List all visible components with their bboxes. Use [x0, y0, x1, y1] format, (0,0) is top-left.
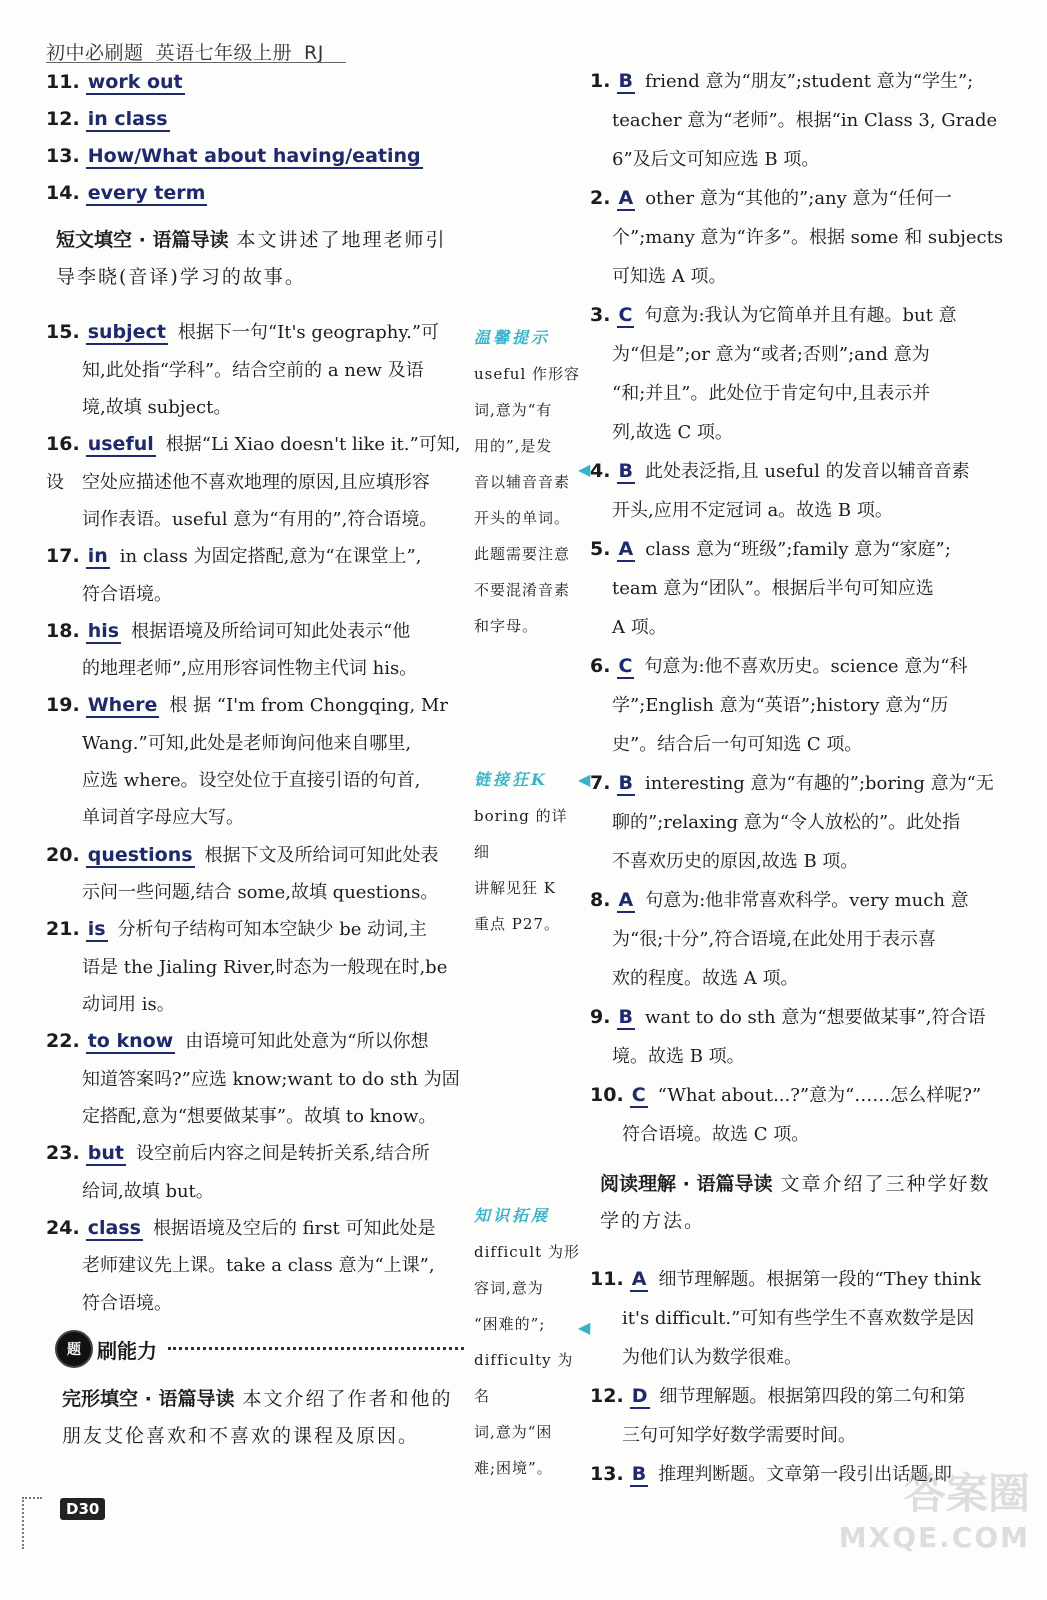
- explanation-line: 句意为:他不喜欢历史。science 意为“科: [644, 656, 968, 677]
- item-number: 12.: [46, 108, 80, 130]
- explanation-line: teacher 意为“老师”。根据“in Class 3, Grade: [612, 110, 998, 131]
- explanation-line: 符合语境。故选 C 项。: [622, 1124, 810, 1145]
- explanation-line: “What about...?”意为“……怎么样呢?”: [657, 1085, 982, 1106]
- item-number: 15.: [46, 321, 80, 343]
- answer-text: C: [618, 304, 633, 326]
- item-number: 4.: [590, 460, 611, 482]
- tip-line: 用的”,是发: [474, 437, 553, 455]
- explanation-line: 此处表泛指,且 useful 的发音以辅音音素: [644, 461, 970, 482]
- explanation-line: 空处应描述他不喜欢地理的原因,且应填形容: [82, 472, 430, 493]
- tip-line: 开头的单词。: [474, 509, 571, 527]
- item-number: 14.: [46, 182, 80, 204]
- tip-line: 音以辅音音素: [474, 473, 571, 491]
- section-text: 本文介绍了作者和他的: [242, 1388, 453, 1410]
- item-number: 2.: [590, 187, 611, 209]
- item-number: 13.: [590, 1463, 624, 1485]
- explanation-item: [46, 538, 466, 576]
- answer-item: [46, 175, 466, 213]
- explanation-item: [590, 297, 1005, 335]
- dotted-divider: [168, 1347, 464, 1350]
- tip-line: “困难的”;: [474, 1315, 546, 1333]
- answer-text: in: [87, 545, 108, 567]
- answer-text: A: [631, 1268, 647, 1290]
- explanation-line: 根据下文及所给词可知此处表: [204, 845, 439, 866]
- section-guide-cloze: [56, 222, 476, 296]
- section-text: 本文讲述了地理老师引: [236, 229, 447, 251]
- explanation-item: [590, 882, 1005, 920]
- explanation-line: 老师建议先上课。take a class 意为“上课”,: [82, 1255, 435, 1276]
- watermark-text: 答案圈: [903, 1469, 1030, 1518]
- arrow-icon: ◀: [578, 1318, 591, 1337]
- explanation-line: 为他们认为数学很难。: [622, 1347, 802, 1368]
- tip-line: 和字母。: [474, 617, 539, 635]
- item-number: 11.: [46, 71, 80, 93]
- item-number: 13.: [46, 145, 80, 167]
- explanation-line: it's difficult.”可知有些学生不喜欢数学是因: [622, 1308, 975, 1329]
- tip-title: 知识拓展: [474, 1206, 551, 1225]
- badge-title: 刷能力: [97, 1338, 157, 1363]
- tip-line: 此题需要注意: [474, 545, 571, 563]
- book-edition: RJ: [304, 42, 324, 64]
- explanation-line: 列,故选 C 项。: [612, 422, 733, 443]
- explanation-line: 根据“Li Xiao doesn't like it.”可知,设: [46, 434, 461, 493]
- answer-item: [46, 64, 466, 102]
- explanation-line: 语是 the Jialing River,时态为一般现在时,be: [82, 957, 448, 978]
- item-number: 22.: [46, 1030, 80, 1052]
- answer-text: his: [87, 620, 120, 642]
- item-number: 6.: [590, 655, 611, 677]
- item-number: 20.: [46, 844, 80, 866]
- answer-item: [46, 101, 466, 139]
- answer-text: A: [618, 889, 634, 911]
- tip-box-link: [474, 762, 582, 942]
- explanation-line: 应选 where。设空处位于直接引语的句首,: [82, 770, 421, 791]
- answer-text: to know: [87, 1030, 174, 1052]
- explanation-item: [46, 1210, 466, 1248]
- tip-line: 词,意为“有: [474, 401, 553, 419]
- answer-text: A: [618, 538, 634, 560]
- explanation-item: [590, 1261, 1005, 1299]
- explanation-item: [590, 1378, 1005, 1416]
- explanation-line: 可知选 A 项。: [612, 266, 727, 287]
- answer-text: B: [631, 1463, 647, 1485]
- explanation-item: [590, 999, 1005, 1037]
- answer-item: [46, 138, 466, 176]
- explanation-line: 句意为:他非常喜欢科学。very much 意: [645, 890, 969, 911]
- explanation-line: 知道答案吗?”应选 know;want to do sth 为固: [82, 1069, 460, 1090]
- explanation-item: [590, 453, 1005, 491]
- item-number: 19.: [46, 694, 80, 716]
- explanation-item: [590, 765, 1005, 803]
- item-number: 12.: [590, 1385, 624, 1407]
- item-number: 21.: [46, 918, 80, 940]
- explanation-line: “和;并且”。此处位于肯定句中,且表示并: [612, 383, 931, 404]
- watermark: [830, 1469, 1030, 1560]
- answer-text: A: [618, 187, 634, 209]
- section-label: 完形填空 · 语篇导读: [62, 1388, 235, 1410]
- section-guide-cloze-test: [62, 1381, 472, 1455]
- book-title: 初中必刷题: [46, 42, 144, 64]
- item-number: 9.: [590, 1006, 611, 1028]
- answer-text: is: [87, 918, 106, 940]
- answer-text: B: [618, 772, 633, 794]
- explanation-line: 不喜欢历史的原因,故选 B 项。: [612, 851, 859, 872]
- answer-text: C: [631, 1084, 646, 1106]
- section-text: 导李晓(音译)学习的故事。: [56, 266, 306, 288]
- badge-icon: 题: [55, 1330, 93, 1368]
- answer-text: D: [631, 1385, 648, 1407]
- explanation-line: 给词,故填 but。: [82, 1181, 214, 1202]
- explanation-line: 为“很;十分”,符合语境,在此处用于表示喜: [612, 929, 936, 950]
- section-text: 学的方法。: [600, 1210, 706, 1232]
- explanation-line: 境。故选 B 项。: [612, 1046, 745, 1067]
- item-number: 11.: [590, 1268, 624, 1290]
- explanation-line: class 意为“班级”;family 意为“家庭”;: [645, 539, 951, 560]
- explanation-item: [590, 63, 1005, 101]
- answer-text: work out: [87, 71, 183, 93]
- explanation-item: [590, 648, 1005, 686]
- section-text: 朋友艾伦喜欢和不喜欢的课程及原因。: [62, 1425, 420, 1447]
- book-subject: 英语七年级上册: [155, 42, 293, 64]
- explanation-item: [46, 613, 466, 651]
- explanation-line: other 意为“其他的”;any 意为“任何一: [645, 188, 952, 209]
- answer-text: but: [87, 1142, 124, 1164]
- explanation-line: 句意为:我认为它简单并且有趣。but 意: [644, 305, 957, 326]
- page-header: [46, 38, 324, 65]
- explanation-line: 境,故填 subject。: [82, 397, 232, 418]
- answer-text: B: [618, 460, 633, 482]
- answer-text: useful: [87, 433, 154, 455]
- item-number: 17.: [46, 545, 80, 567]
- item-number: 16.: [46, 433, 80, 455]
- explanation-line: 符合语境。: [82, 1293, 172, 1314]
- explanation-item: [46, 837, 466, 875]
- tip-title: 链接狂K: [474, 770, 548, 789]
- item-number: 18.: [46, 620, 80, 642]
- explanation-line: in class 为固定搭配,意为“在课堂上”,: [119, 546, 422, 567]
- explanation-line: 定搭配,意为“想要做某事”。故填 to know。: [82, 1106, 437, 1127]
- tip-line: 重点 P27。: [474, 915, 560, 933]
- item-number: 8.: [590, 889, 611, 911]
- answer-text: C: [618, 655, 633, 677]
- explanation-line: 符合语境。: [82, 584, 172, 605]
- tip-title: 温馨提示: [474, 328, 551, 347]
- tip-box-knowledge: [474, 1198, 582, 1486]
- explanation-line: 由语境可知此处意为“所以你想: [185, 1031, 429, 1052]
- tip-line: difficulty 为名: [474, 1351, 574, 1405]
- item-number: 23.: [46, 1142, 80, 1164]
- item-number: 10.: [590, 1084, 624, 1106]
- tip-line: boring 的详细: [474, 807, 568, 861]
- answer-text: Where: [87, 694, 158, 716]
- explanation-item: [590, 1077, 1005, 1115]
- explanation-item: [46, 1135, 466, 1173]
- section-badge: [55, 1330, 157, 1368]
- explanation-line: 细节理解题。根据第一段的“They think: [658, 1269, 981, 1290]
- tip-line: 不要混淆音素: [474, 581, 571, 599]
- explanation-item: [46, 1023, 466, 1061]
- arrow-icon: ◀: [578, 770, 591, 789]
- explanation-line: 聊的”;relaxing 意为“令人放松的”。此处指: [612, 812, 961, 833]
- explanation-line: 根据下一句“It's geography.”可: [177, 322, 440, 343]
- tip-box-warm: [474, 320, 582, 644]
- explanation-line: 根据语境及空后的 first 可知此处是: [152, 1218, 436, 1239]
- explanation-line: 细节理解题。根据第四段的第二句和第: [659, 1386, 966, 1407]
- explanation-line: 个”;many 意为“许多”。根据 some 和 subjects: [612, 227, 1004, 248]
- watermark-url: MXQE.COM: [838, 1521, 1030, 1554]
- tip-line: difficult 为形: [474, 1243, 580, 1261]
- item-number: 7.: [590, 772, 611, 794]
- tip-line: 词,意为“困: [474, 1423, 553, 1441]
- explanation-line: 单词首字母应大写。: [82, 807, 244, 828]
- answer-text: subject: [87, 321, 166, 343]
- answer-text: in class: [87, 108, 168, 130]
- explanation-line: Wang.”可知,此处是老师询问他来自哪里,: [82, 733, 412, 754]
- header-divider: [46, 62, 346, 63]
- corner-mark: [22, 1497, 42, 1549]
- item-number: 5.: [590, 538, 611, 560]
- explanation-line: 学”;English 意为“英语”;history 意为“历: [612, 695, 949, 716]
- tip-line: 难;困境”。: [474, 1459, 553, 1477]
- explanation-line: 欢的程度。故选 A 项。: [612, 968, 799, 989]
- explanation-line: 为“但是”;or 意为“或者;否则”;and 意为: [612, 344, 930, 365]
- section-text: 文章介绍了三种学好数: [780, 1173, 991, 1195]
- item-number: 24.: [46, 1217, 80, 1239]
- explanation-line: 设空前后内容之间是转折关系,结合所: [135, 1143, 430, 1164]
- explanation-line: 分析句子结构可知本空缺少 be 动词,主: [117, 919, 427, 940]
- answer-text: class: [87, 1217, 141, 1239]
- explanation-line: 的地理老师”,应用形容词性物主代词 his。: [82, 658, 418, 679]
- explanation-line: 推理判断题。文章第一段引出话题,即: [658, 1464, 952, 1485]
- explanation-line: interesting 意为“有趣的”;boring 意为“无: [644, 773, 994, 794]
- explanation-item: [46, 687, 466, 725]
- arrow-icon: ◀: [578, 460, 591, 479]
- explanation-line: 开头,应用不定冠词 a。故选 B 项。: [612, 500, 893, 521]
- explanation-item: [46, 911, 466, 949]
- tip-line: useful 作形容: [474, 365, 581, 383]
- explanation-line: 6”及后文可知应选 B 项。: [612, 149, 820, 170]
- explanation-line: 根 据 “I'm from Chongqing, Mr: [169, 695, 448, 716]
- explanation-line: 三句可知学好数学需要时间。: [622, 1425, 856, 1446]
- answer-text: every term: [87, 182, 206, 204]
- explanation-item: [590, 531, 1005, 569]
- explanation-line: friend 意为“朋友”;student 意为“学生”;: [644, 71, 974, 92]
- explanation-line: 根据语境及所给词可知此处表示“他: [131, 621, 411, 642]
- section-guide-reading: [600, 1166, 1005, 1240]
- explanation-line: want to do sth 意为“想要做某事”,符合语: [644, 1007, 986, 1028]
- explanation-line: 示问一些问题,结合 some,故填 questions。: [82, 882, 439, 903]
- answer-text: B: [618, 70, 633, 92]
- tip-line: 容词,意为: [474, 1279, 544, 1297]
- answer-text: How/What about having/eating: [87, 145, 421, 167]
- section-label: 阅读理解 · 语篇导读: [600, 1173, 773, 1195]
- page-number: D30: [60, 1498, 105, 1520]
- explanation-line: A 项。: [612, 617, 667, 638]
- explanation-line: 词作表语。useful 意为“有用的”,符合语境。: [82, 509, 438, 530]
- answer-text: questions: [87, 844, 193, 866]
- explanation-line: 知,此处指“学科”。结合空前的 a new 及语: [82, 360, 424, 381]
- answer-text: B: [618, 1006, 633, 1028]
- tip-line: 讲解见狂 K: [474, 879, 556, 897]
- item-number: 3.: [590, 304, 611, 326]
- item-number: 1.: [590, 70, 611, 92]
- explanation-item: [590, 180, 1005, 218]
- explanation-line: 动词用 is。: [82, 994, 175, 1015]
- section-label: 短文填空 · 语篇导读: [56, 229, 229, 251]
- explanation-line: team 意为“团队”。根据后半句可知应选: [612, 578, 934, 599]
- explanation-line: 史”。结合后一句可知选 C 项。: [612, 734, 863, 755]
- explanation-item: [46, 314, 466, 352]
